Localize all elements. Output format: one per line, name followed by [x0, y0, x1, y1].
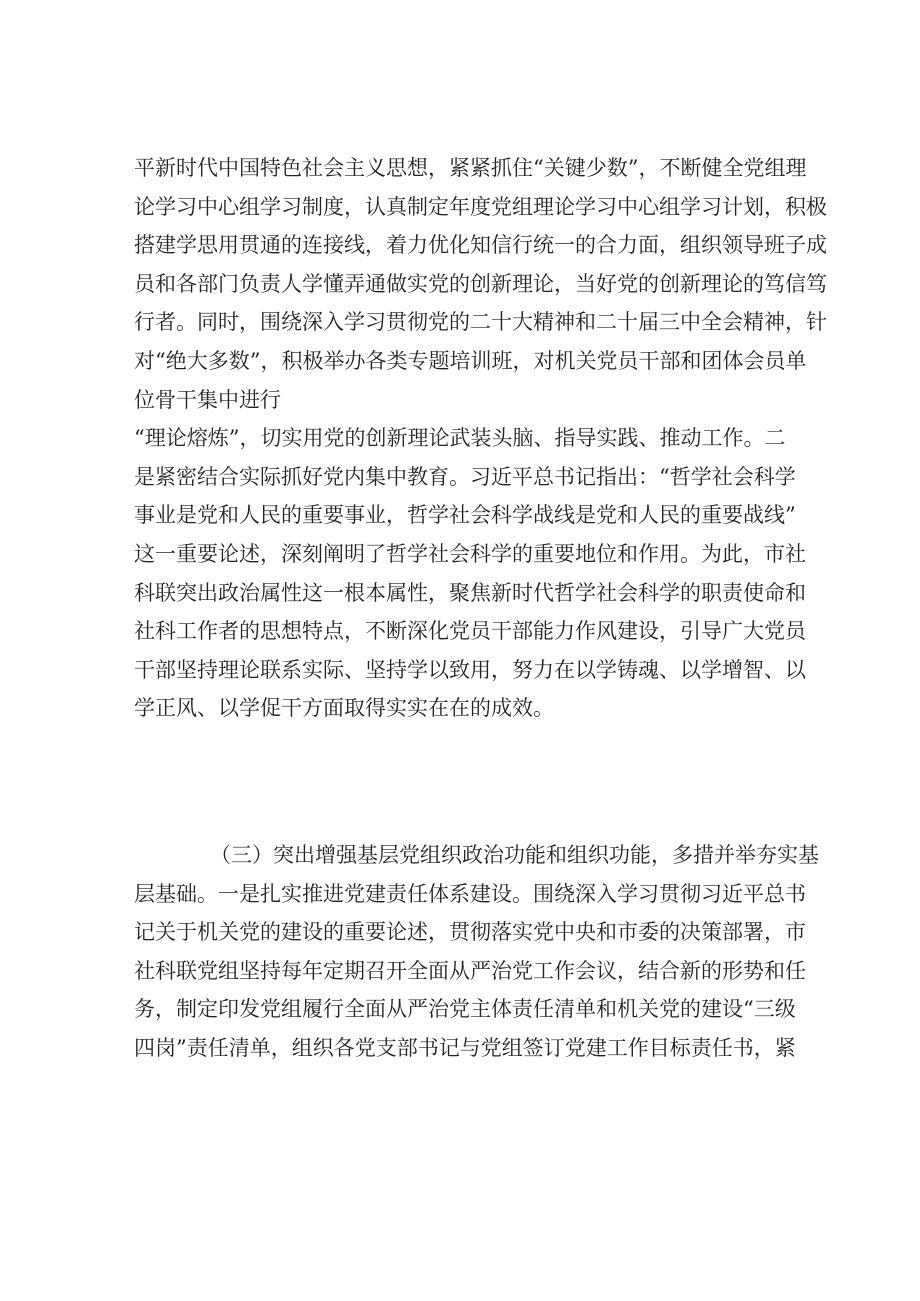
text-line: 社科联党组坚持每年定期召开全面从严治党工作会议，结合新的形势和任: [134, 958, 806, 983]
text-line: 论学习中心组学习制度，认真制定年度党组理论学习中心组学习计划，积极: [134, 194, 827, 219]
text-line: 社科工作者的思想特点，不断深化党员干部能力作风建设，引导广大党员: [134, 619, 806, 644]
text-line: 是紧密结合实际抓好党内集中教育。习近平总书记指出：“哲学社会科学: [134, 464, 796, 489]
text-line: 位骨干集中进行: [134, 387, 281, 412]
text-line: 搭建学思用贯通的连接线，着力优化知信行统一的合力面，组织领导班子成: [134, 233, 827, 258]
paragraph-party-theory-study: [134, 149, 827, 728]
text-line: 平新时代中国特色社会主义思想，紧紧抓住“关键少数”，不断健全党组理: [134, 156, 807, 180]
text-line: 员和各部门负责人学懂弄通做实党的创新理论，当好党的创新理论的笃信笃: [134, 271, 827, 296]
text-line: 务，制定印发党组履行全面从严治党主体责任清单和机关党的建设“三级: [134, 997, 796, 1022]
text-line: 行者。同时，围绕深入学习贯彻党的二十大精神和二十届三中全会精神，针: [134, 310, 827, 335]
text-line: 四岗”责任清单，组织各党支部书记与党组签订党建工作目标责任书，紧: [134, 1035, 796, 1060]
section-heading-line: （三）突出增强基层党组织政治功能和组织功能，多措并举夯实基: [210, 843, 819, 867]
text-line: 记关于机关党的建设的重要论述，贯彻落实党中央和市委的决策部署，市: [134, 920, 806, 945]
text-line: 学正风、以学促干方面取得实实在在的成效。: [134, 696, 554, 721]
text-line: “理论熔炼”，切实用党的创新理论武装头脑、指导实践、推动工作。二: [134, 426, 786, 451]
text-line: 层基础。一是扎实推进党建责任体系建设。围绕深入学习贯彻习近平总书: [134, 881, 806, 906]
text-line: 事业是党和人民的重要事业，哲学社会科学战线是党和人民的重要战线”: [134, 503, 796, 528]
text-line: 干部坚持理论联系实际、坚持学以致用，努力在以学铸魂、以学增智、以: [134, 657, 806, 682]
text-line: 对“绝大多数”，积极举办各类专题培训班，对机关党员干部和团体会员单: [134, 348, 807, 373]
text-line: 这一重要论述，深刻阐明了哲学社会科学的重要地位和作用。为此，市社: [134, 541, 806, 566]
paragraph-grassroots-party-organization: [134, 836, 819, 1068]
text-line: 科联突出政治属性这一根本属性，聚焦新时代哲学社会科学的职责使命和: [134, 580, 806, 605]
